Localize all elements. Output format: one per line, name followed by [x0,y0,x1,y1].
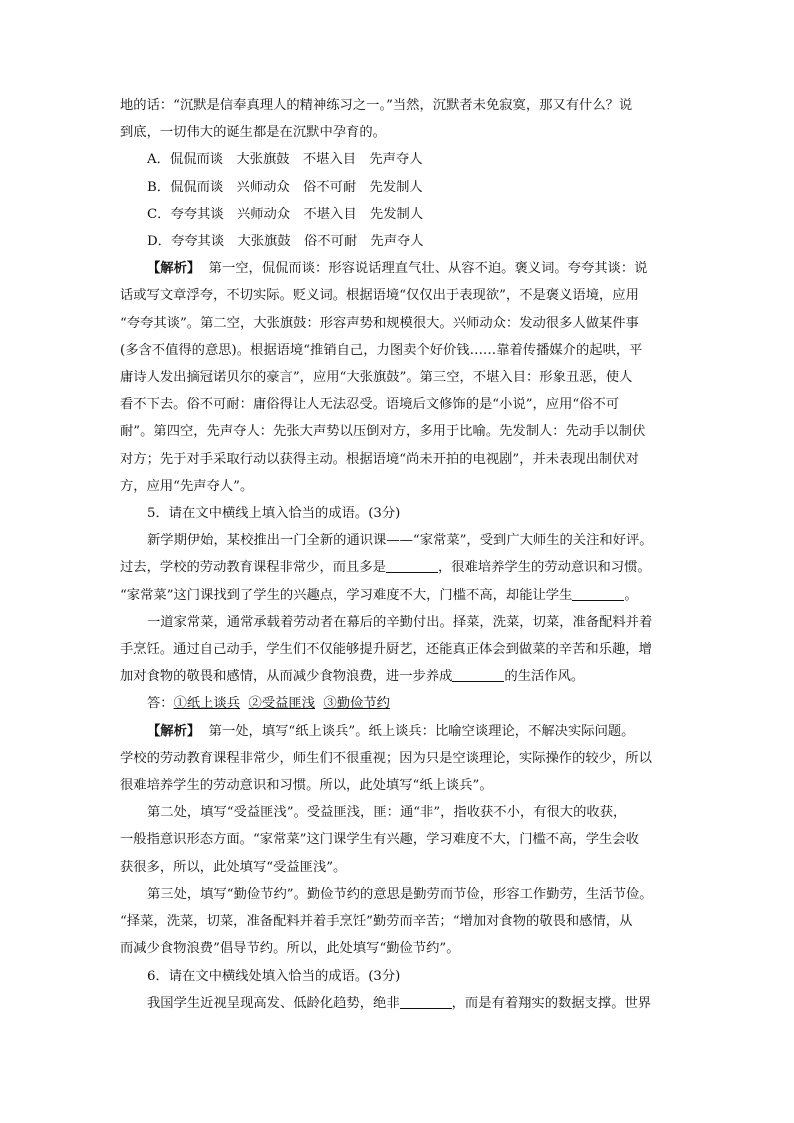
q4-analysis-line-6: 看不下去。俗不可耐：庸俗得让人无法忍受。语境后文修饰的是“小说”，应用“俗不可 [120,397,620,413]
q4-analysis-line-7: 耐”。第四空，先声夺人：先张大声势以压倒对方，多用于比喻。先发制人：先动手以制伏 [120,424,646,440]
q5-analysis-line-5: 一般指意识形态方面。“家常菜”这门课学生有兴趣，学习难度不大，门槛不高，学生会收 [120,832,639,848]
q4-option-d: D．夸夸其谈 大张旗鼓 俗不可耐 先声夺人 [147,234,424,250]
q5-question: 5．请在文中横线上填入恰当的成语。(3分) [147,506,401,522]
q5-analysis-line-1: 【解析】 第一处，填写“纸上谈兵”。纸上谈兵：比喻空谈理论，不解决实际问题。 [147,723,635,739]
q5-analysis-line-6: 获很多，所以，此处填写“受益匪浅”。 [120,859,347,875]
analysis-tag: 【解析】 [147,261,201,277]
q5-analysis-line-9: 而减少食物浪费”倡导节约。所以，此处填写“勤俭节约”。 [120,941,460,957]
q5-passage-line-3: “家常菜”这门课找到了学生的兴趣点，学习难度不大，门槛不高，却能让学生 。 [120,587,638,603]
document-page [120,92,676,1017]
q5-answer: 答：①纸上谈兵 ②受益匪浅 ③勤俭节约 [147,696,390,712]
answer-blank-4[interactable] [400,994,452,1009]
intro-line-2: 到底，一切伟大的诞生都是在沉默中孕育的。 [120,125,386,141]
q5-analysis-line-2: 学校的劳动教育课程非常少，师生们不很重视；因为只是空谈理论，实际操作的较少，所以 [120,750,652,766]
intro-line-1: 地的话：“沉默是信奉真理人的精神练习之一。”当然，沉默者未免寂寞，那又有什么？说 [120,98,633,113]
answer-blank-3[interactable] [452,667,504,682]
q6-question: 6．请在文中横线处填入恰当的成语。(3分) [147,968,401,984]
q5-analysis-line-8: “择菜，洗菜，切菜，准备配料并着手烹饪”勤劳而辛苦；“增加对食物的敬畏和感情，从 [120,914,633,930]
q5-passage-line-4: 一道家常菜，通常承载着劳动者在幕后的辛勤付出。择菜，洗菜，切菜，准备配料并着 [147,614,653,630]
q4-option-b: B．侃侃而谈 兴师动众 俗不可耐 先发制人 [147,179,423,195]
q4-analysis-line-9: 方，应用“先声夺人”。 [120,478,254,494]
q5-analysis-line-4: 第二处，填写“受益匪浅”。受益匪浅，匪：通“非”，指收获不小，有很大的收获， [147,805,627,821]
q5-passage-line-6: 加对食物的敬畏和感情，从而减少食物浪费，进一步养成 的生活作风。 [120,669,585,685]
answer-blank-1[interactable] [386,558,438,573]
q4-option-c: C．夸夸其谈 兴师动众 不堪入目 先发制人 [147,206,424,222]
q6-passage-line-1: 我国学生近视呈现高发、低龄化趋势，绝非 ，而是有着翔实的数据支撑。世界 [147,995,652,1011]
q5-passage-line-2: 过去，学校的劳动教育课程非常少，而且多是 ，很难培养学生的劳动意识和习惯。 [120,560,651,576]
q4-analysis-line-8: 对方；先于对手采取行动以获得主动。根据语境“尚未开拍的电视剧”，并未表现出制伏对 [120,451,639,467]
analysis-tag: 【解析】 [147,723,201,739]
q5-passage-line-5: 手烹饪。通过自己动手，学生们不仅能够提升厨艺，还能真正体会到做菜的辛苦和乐趣，增 [120,642,652,658]
q5-analysis-line-3: 很难培养学生的劳动意识和习惯。所以，此处填写“纸上谈兵”。 [120,778,493,794]
q4-analysis-line-3: “夸夸其谈”。第二空，大张旗鼓：形容声势和规模很大。兴师动众：发动很多人做某件事 [120,315,639,331]
q4-option-a: A．侃侃而谈 大张旗鼓 不堪入目 先声夺人 [147,152,423,168]
q5-passage-line-1: 新学期伊始，某校推出一门全新的通识课——“家常菜”，受到广大师生的关注和好评。 [147,533,653,549]
q4-analysis-line-4: (多含不值得的意思)。根据语境“推销自己，力图卖个好价钱……靠着传播媒介的起哄，平 [120,342,643,358]
answer-2: ②受益匪浅 [248,696,316,712]
q4-analysis-line-5: 庸诗人发出摘冠诺贝尔的豪言”，应用“大张旗鼓”。第三空，不堪入目：形象丑恶，使人 [120,370,633,386]
answer-3: ③勤俭节约 [323,696,390,712]
answer-blank-2[interactable] [572,586,624,601]
answer-1: ①纸上谈兵 [173,696,241,712]
q5-analysis-line-7: 第三处，填写“勤俭节约”。勤俭节约的意思是勤劳而节俭，形容工作勤劳，生活节俭。 [147,886,653,902]
q4-analysis-line-2: 话或写文章浮夸，不切实际。贬义词。根据语境“仅仅出于表现欲”，不是褒义语境，应用 [120,288,639,304]
q4-analysis-line-1: 【解析】 第一空，侃侃而谈：形容说话理直气壮、从容不迫。褒义词。夸夸其谈：说 [147,261,648,277]
